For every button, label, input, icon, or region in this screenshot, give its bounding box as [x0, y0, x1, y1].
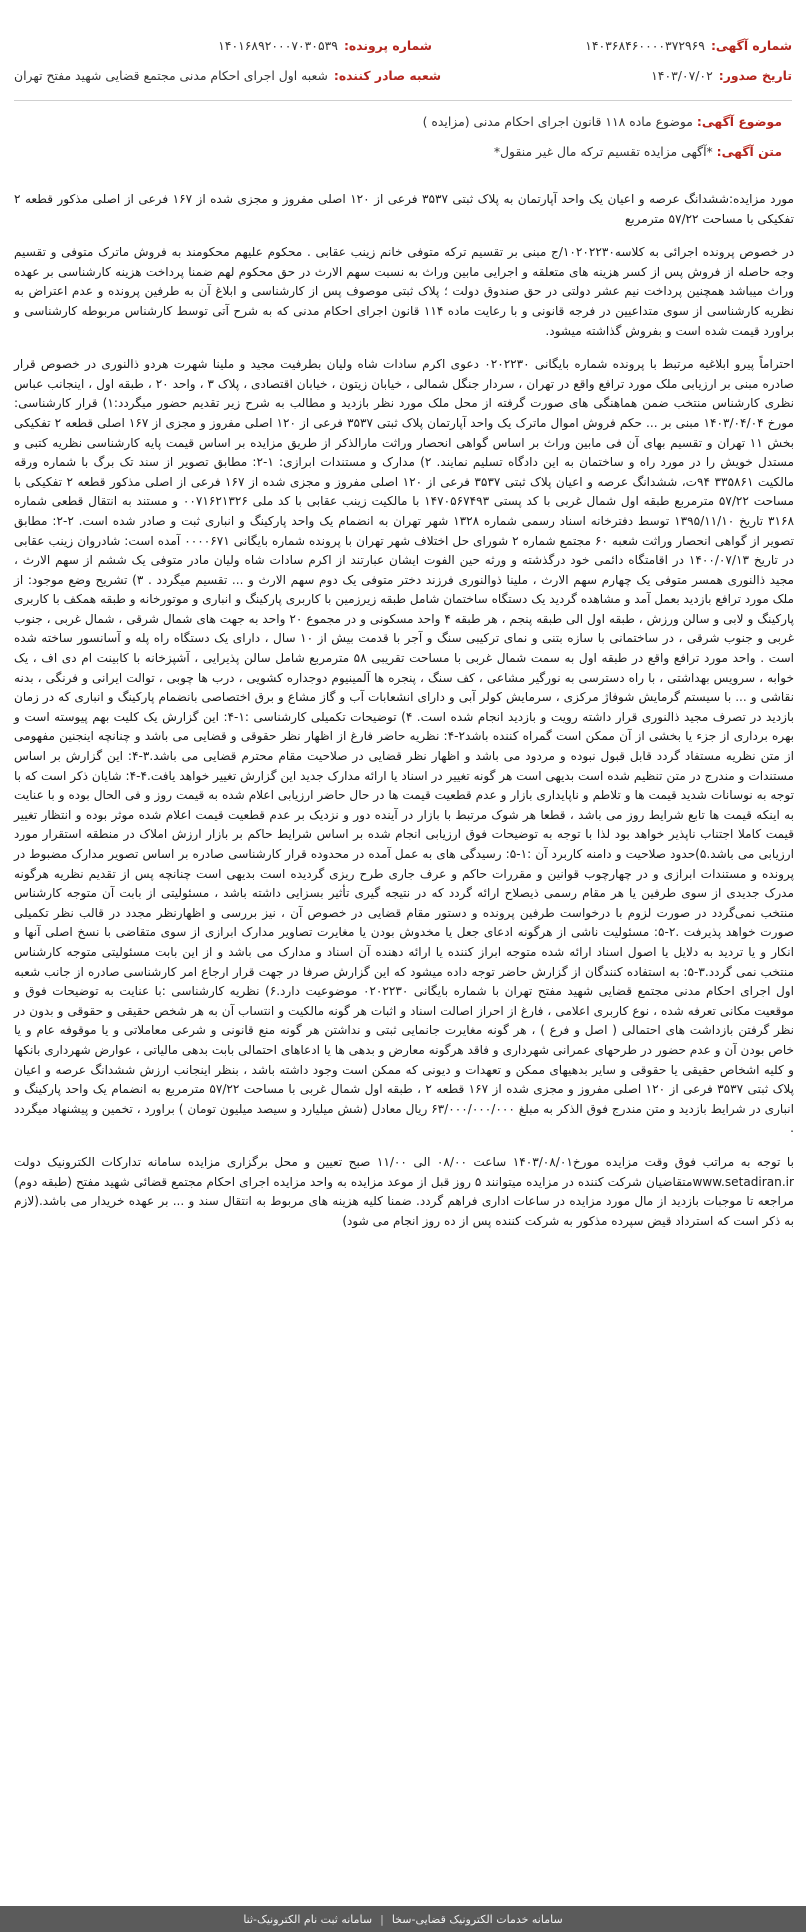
- footer-bar: [0, 1906, 806, 1932]
- notice-body: [14, 190, 794, 1245]
- ad-number-value: ۱۴۰۳۶۸۴۶۰۰۰۰۳۷۲۹۶۹: [585, 37, 705, 53]
- header-row-1: [14, 30, 792, 60]
- case-summary-paragraph: در خصوص پرونده اجرائی به کلاسه۱۰۲۰۲۲۳۰/ج مبنی بر تقسیم ترکه متوفی خانم زینب عقابی . محکوم علیهم محکومند به فروش ماترک متوفی و تقسیم وجه حاصله از فروش پس از کسر هزینه های متعلقه و اجرایی مابین وراث به نسبت سهم الارث در حق محکوم لهم ضمنا پرداخت هزینه کارشناسی بر عهده وراث میباشد همچنین پرداخت نیم عشر دولتی در حق صندوق دولت ؛ پلاک ثبتی موصوف پس از کارشناسی و ابلاغ آن به طرفین پرونده و عدم اعتراض به نظریه کارشناسی از سوی متداعیین در فرجه قانونی و با رعایت ماده ۱۱۴ قانون اجرای احکام مدنی که به شرح آتی توسط کارشناس مربوطه کارشناسی و براورد قیمت شده است و بفروش گذاشته میشود.: [14, 245, 794, 338]
- issue-date-value: ۱۴۰۳/۰۷/۰۲: [651, 67, 713, 83]
- notice-header: [14, 30, 792, 167]
- header-row-2: [14, 60, 792, 90]
- header-divider: [14, 100, 792, 101]
- footer-separator: |: [380, 1912, 384, 1926]
- text-label: متن آگهی:: [716, 144, 782, 159]
- text-value: *آگهی مزایده تقسیم ترکه مال غیر منقول*: [493, 144, 713, 159]
- ad-number-label: شماره آگهی:: [710, 37, 792, 53]
- subject-value: موضوع ماده ۱۱۸ قانون اجرای احکام مدنی (مزایده ): [422, 114, 693, 129]
- issuer-label: شعبه صادر کننده:: [333, 67, 442, 83]
- notice-subject: [14, 107, 792, 137]
- case-number-value: ۱۴۰۱۶۸۹۲۰۰۰۷۰۳۰۵۳۹: [218, 37, 338, 53]
- issue-date-label: تاریخ صدور:: [718, 67, 792, 83]
- issuer-value: شعبه اول اجرای احکام مدنی مجتمع قضایی شهید مفتح تهران: [14, 67, 328, 83]
- case-number-label: شماره پرونده:: [343, 37, 432, 53]
- subject-label: موضوع آگهی:: [696, 114, 782, 129]
- footer-link-sakha[interactable]: سامانه خدمات الکترونیک قضایی-سخا: [391, 1912, 563, 1926]
- expert-report-paragraph: احتراماً پیرو ابلاغیه مرتبط با پرونده شماره بایگانی ۰۲۰۲۲۳۰ دعوی اکرم سادات شاه ولیان بطرفیت مجید و ملینا شهرت هردو ذالنوری در خصوص قرار صادره مبنی بر ارزیابی ملک مورد ترافع واقع در تهران ، سردار جنگل شمالی ، خیابان زیتون ، خیابان اقتصادی ، پلاک ۳ ، واحد ۲۰ ، طبقه اول ، اینجانب عباس نظری کارشناس منتخب ضمن هماهنگی های صورت گرفته از محل ملک مورد نظر بازدید و مطالب به شرح زیر تقدیم حضور میگردد:۱) قرار کارشناسی: مورخ ۱۴۰۳/۰۴/۰۴ مبنی بر ... حکم فروش اموال ماترک یک واحد آپارتمان پلاک ثبتی ۳۵۳۷ فرعی از ۱۲۰ اصلی مفروز و مجزی از ۱۶۷ اصلی قطعه ۲ تفکیکی بخش ۱۱ تهران و تقسیم بهای آن فی مابین وراث بر اساس گواهی انحصار وراثت مارالذکر از طریق مزایده بر اساس قیمت پایه کارشناسی نظریه کتبی و مستدل خویش را در مورد راه و ساختمان به این دادگاه تسلیم نمایند. ۲) مدارک و مستندات ابرازی: ۱-۲: مطابق تصویر از سند تک برگ با شماره ورقه مالکیت ۳۳۵۸۶۱ ۹۴ت، ششدانگ عرصه و اعیان پلاک ثبتی ۳۵۳۷ فرعی از ۱۲۰ اصلی مفروز و مجزی شده از ۱۶۷ فرعی از اصلی مذکور قطعه ۲ تفکیکی با مساحت ۵۷/۲۲ مترمربع طبقه اول شمال غربی با کد پستی ۱۴۷۰۵۶۷۴۹۳ با مالکیت زینب عقابی با کد ملی ۰۰۷۱۶۲۱۳۲۶ و مستند به انتقال قطعی شماره ۳۱۶۸ تاریخ ۱۳۹۵/۱۱/۱۰ توسط دفترخانه اسناد رسمی شماره ۱۳۲۸ شهر تهران به انضمام یک واحد پارکینگ و انباری ثبت و صادر شده است. ۲-۲: مطابق تصویر از گواهی انحصار وراثت شعبه ۶۰ مجتمع شماره ۲ شورای حل اختلاف شهر تهران با پرونده شماره بایگانی ۰۰۰۰۶۷۱ آمده است: شادروان زینب عقابی در تاریخ ۱۴۰۰/۰۷/۱۳ در اقامتگاه دائمی خود درگذشته و ورثه حین الفوت ایشان عبارتند از اکرم سادات شاه ولیان مادر متوفی یک ششم از سهم الارث ، مجید ذالنوری همسر متوفی یک چهارم سهم الارث ، ملینا ذوالنوری فرزند دختر متوفی یک دوم سهم الارث و ... تقسیم میگردد . ۳) تشریح وضع موجود: از ملک مورد ترافع بازدید بعمل آمد و مشاهده گردید یک دستگاه ساختمان شامل طبقه زیرزمین با کاربری پارکینگ و انباری و موتورخانه و طبقه همکف با کاربری پارکینگ و لابی و سالن ورزش ، طبقه اول الی طبقه پنجم ، هر طبقه ۴ واحد مسکونی و در مجموع ۲۰ واحد به جهت های شمال شرقی ، شمال غربی ، جنوب غربی و جنوب شرقی ، در ساختمانی با سازه بتنی و نمای ترکیبی سنگ و آجر با قدمت بیش از ۱۰ سال ، دارای یک دستگاه راه پله و آسانسور ساخته شده است . واحد مورد ترافع واقع در طبقه اول به سمت شمال غربی با مساحت تقریبی ۵۸ مترمربع شامل سالن پذیرایی ، آشپزخانه با کابینت ام دی اف ، یک خوابه ، سرویس بهداشتی ، با راه دسترسی به نورگیر مشاعی ، کف سنگ ، پنجره ها آلمینیوم دوجداره کشویی ، درب ها چوبی ، توالت ایرانی و فرنگی ، بدنه نقاشی و ... با سیستم گرمایش شوفاژ مرکزی ، سرمایش کولر آبی و دارای انشعابات آب و گاز مشاع و برق اختصاصی بانضمام پارکینگ و انباری که در زمان بازدید در تصرف مجید ذالنوری قرار داشته رویت و بازدید انجام شده است. ۴) توضیحات تکمیلی کارشناسی :۱-۴: این گزارش یک کلیت بهم پیوسته است و بهره برداری از جزء یا بخشی از آن ممکن است گمراه کننده باشد۲-۴: نظریه حاضر فارغ از اظهار نظر حقوقی و قضایی می باشد و چنانچه اینجنین مفهومی از متن نظریه مستفاد گردد قابل قبول نبوده و مردود می باشد و اظهار نظر قضایی در صلاحیت مقام محترم قضایی می باشد.۳-۴: این گزارش بر اساس مستندات و مندرج در متن تنظیم شده است بدیهی است هر گونه تغییر در اسناد یا ارائه مدارک جدید این گزارش تغییر خواهد یافت.۴-۴: شایان ذکر است که با توجه به نوسانات شدید قیمت ها و تلاطم و ناپایداری بازار و عدم قطعیت قیمت ها در حال حاضر ارزیابی اعلام شده به قیمت روز و فی الحال بوده و با عنایت به اینکه قیمت ها تابع شرایط روز می باشد ، قطعا هر شوک مرتبط با بازار در آینده دور و نزدیک بر عدم قطعیت قیمت اعلام شده موثر بوده و انتظار تغییر قیمت کاملا اجتناب ناپذیر خواهد بود لذا با توجه به توضیحات فوق ارزیابی انجام شده بر اساس شرایط حاکم بر بازار ارزش املاک در منطقه استقرار مورد ارزیابی می باشد.۵)حدود صلاحیت و دامنه کاربرد آن :۱-۵: رسیدگی های به عمل آمده در محدوده قرار کارشناسی صادره بر اساس تصویر مدارک مضبوط در پرونده و مستندات ابرازی و در چهارچوب قوانین و مقررات حاکم و عرف جاری طرح ریزی گردیده است بدیهی است چنانچه پس از تقدیم نظریه هرگونه مدرک جدیدی از سوی طرفین یا هر مقام رسمی ذیصلاح ارائه گردد که در نتیجه گیری تأثیر بسزایی داشته باشد ، مسئولیتی از بابت آن متوجه کارشناس منتخب نمی‌گردد در صورت لزوم با درخواست طرفین پرونده و دستور مقام قضایی در خصوص آن ، نیز بررسی و اظهارنظر مجدد در قالب نظر تکمیلی صورت خواهد پذیرفت .۲-۵: مسئولیت ناشی از هرگونه ادعای جعل یا مخدوش بودن یا مغایرت تصاویر مدارک ابرازی از سوی متقاضی با نسخ اصلی آنها و انکار و یا تردید به دلایل یا اصول اسناد ارائه شده متوجه ابراز کننده یا ارائه دهنده آن اسناد و مدارک می باشد و از این بابت مسئولیتی متوجه کارشناس منتخب نمی گردد.۳-۵: به استفاده کنندگان از گزارش حاضر توجه داده میشود که این گزارش صرفا در جهت قرار ارجاع امر کارشناسی صادره از جانب شعبه اول اجرای احکام مدنی مجتمع قضایی شهید مفتح تهران با شماره بایگانی ۰۲۰۲۲۳۰ موضوعیت دارد.۶) نظریه کارشناسی :با عنایت به توضیحات فوق و موقعیت مکانی تعرفه شده ، نوع کاربری اعلامی ، فارغ از احراز اصالت اسناد و اثبات هر گونه مالکیت و انتساب آن به هر شخص حقیقی و حقوقی و بدون در نظر گرفتن بازداشت های احتمالی ( اصل و فرع ) ، هر گونه مغایرت جانمایی ثبتی و نداشتن هر گونه منع قانونی و شرعی معاملاتی و یا موقوفه عام و یا خاص بودن آن و عدم حضور در طرحهای عمرانی شهرداری و فاقد هرگونه معارض و بدهی ها یا ادعاهای احتمالی بابت بدهی مالیاتی ، عوارض شهرداری بانکها و کلیه اشخاص حقیقی یا حقوقی و سایر بدهیهای ممکن و تعهدات و دیونی که ممکن است وجود داشته باشد ، بنظر اینجانب ارزش ششدانگ عرصه و اعیان پلاک ثبتی ۳۵۳۷ فرعی از ۱۲۰ اصلی مفروز و مجزی شده از ۱۶۷ قطعه ۲ ، طبقه اول شمال غربی با مساحت ۵۷/۲۲ مترمربع به انضمام یک واحد پارکینگ و انباری در شرایط بازدید و متن مندرج فوق الذکر به مبلغ ۶۳/۰۰۰/۰۰۰/۰۰۰ ریال معادل (شش میلیارد و سیصد میلیون تومان ) براورد ، تخمین و پیشنهاد میگردد .: [14, 357, 795, 1136]
- auction-terms-paragraph: با توجه به مراتب فوق وقت مزایده مورخ۱۴۰۳/۰۸/۰۱ ساعت ۰۸/۰۰ الی ۱۱/۰۰ صبح تعیین و محل برگزاری مزایده سامانه تدارکات الکترونیک دولت www.setadiran.irمتقاضیان شرکت کننده در مزایده میتوانند ۵ روز قبل از موعد مزایده به واحد مزایده اجرای احکام مجتمع قضائی شهید مفتح (طبقه دوم) مراجعه تا موجبات بازدید از مال مورد مزایده در ساعات اداری فراهم گردد. ضمنا کلیه هزینه های مربوط به انتقال سند و ... بر عهده خریدار می باشد.(لازم به ذکر است که استرداد قیض سپرده مذکور به شرکت کننده پس از ده روز انجام می شود): [14, 1154, 794, 1228]
- notice-text-title: [14, 137, 792, 167]
- footer-link-sana[interactable]: سامانه ثبت نام الکترونیک-ثنا: [243, 1912, 373, 1926]
- auction-item-paragraph: مورد مزایده:ششدانگ عرصه و اعیان یک واحد آپارتمان به پلاک ثبتی ۳۵۳۷ فرعی از ۱۲۰ اصلی مفروز و مجزی شده از ۱۶۷ فرعی از اصلی مذکور قطعه ۲ تفکیکی با مساحت ۵۷/۲۲ مترمربع: [14, 192, 795, 226]
